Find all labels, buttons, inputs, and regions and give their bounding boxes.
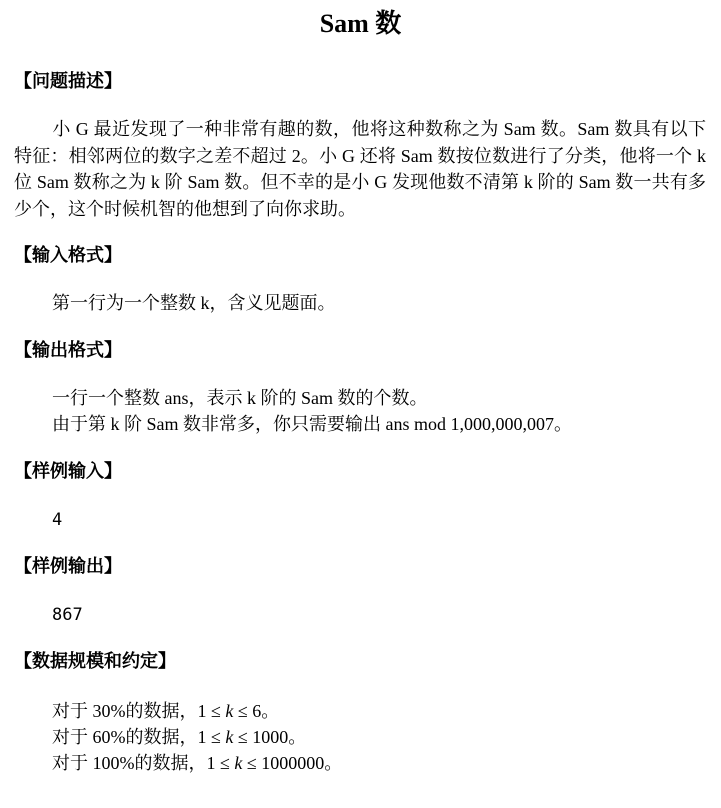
output-format-line-2: 由于第 k 阶 Sam 数非常多，你只需要输出 ans mod 1,000,000,007。 [52, 414, 572, 434]
constraint-variable: k [225, 701, 234, 721]
sample-output-heading: 【样例输出】 [14, 556, 122, 577]
output-format-heading: 【输出格式】 [14, 340, 122, 361]
constraint-variable: k [234, 753, 243, 773]
constraint-suffix: ≤ 1000。 [233, 727, 307, 747]
sample-output-value: 867 [52, 605, 83, 625]
input-format-text: 第一行为一个整数 k，含义见题面。 [52, 293, 336, 313]
input-format-heading: 【输入格式】 [14, 245, 122, 266]
constraint-suffix: ≤ 6。 [233, 701, 280, 721]
constraint-prefix: 对于 30%的数据，1 ≤ [52, 701, 226, 721]
constraint-row [52, 751, 342, 775]
description-paragraph [14, 116, 706, 222]
sample-input-heading: 【样例输入】 [14, 461, 122, 482]
constraint-row [52, 699, 279, 723]
constraints-heading: 【数据规模和约定】 [14, 651, 176, 672]
constraint-row [52, 725, 306, 749]
description-text: 小 G 最近发现了一种非常有趣的数，他将这种数称之为 Sam 数。Sam 数具有以下特征：相邻两位的数字之差不超过 2。小 G 还将 Sam 数按位数进行了分类，他将一个 k 位 Sam 数称之为 k 阶 Sam 数。但不幸的是小 G 发现他数不清第 k 阶的 Sam 数一共有多少个，这个时候机智的他想到了向你求助。 [14, 119, 706, 219]
constraint-prefix: 对于 100%的数据，1 ≤ [52, 753, 235, 773]
constraint-prefix: 对于 60%的数据，1 ≤ [52, 727, 226, 747]
page-title: Sam 数 [319, 9, 402, 38]
constraint-variable: k [225, 727, 234, 747]
constraint-suffix: ≤ 1000000。 [242, 753, 343, 773]
output-format-line-1: 一行一个整数 ans，表示 k 阶的 Sam 数的个数。 [52, 388, 428, 408]
sample-input-value: 4 [52, 510, 63, 530]
description-heading: 【问题描述】 [14, 71, 122, 92]
